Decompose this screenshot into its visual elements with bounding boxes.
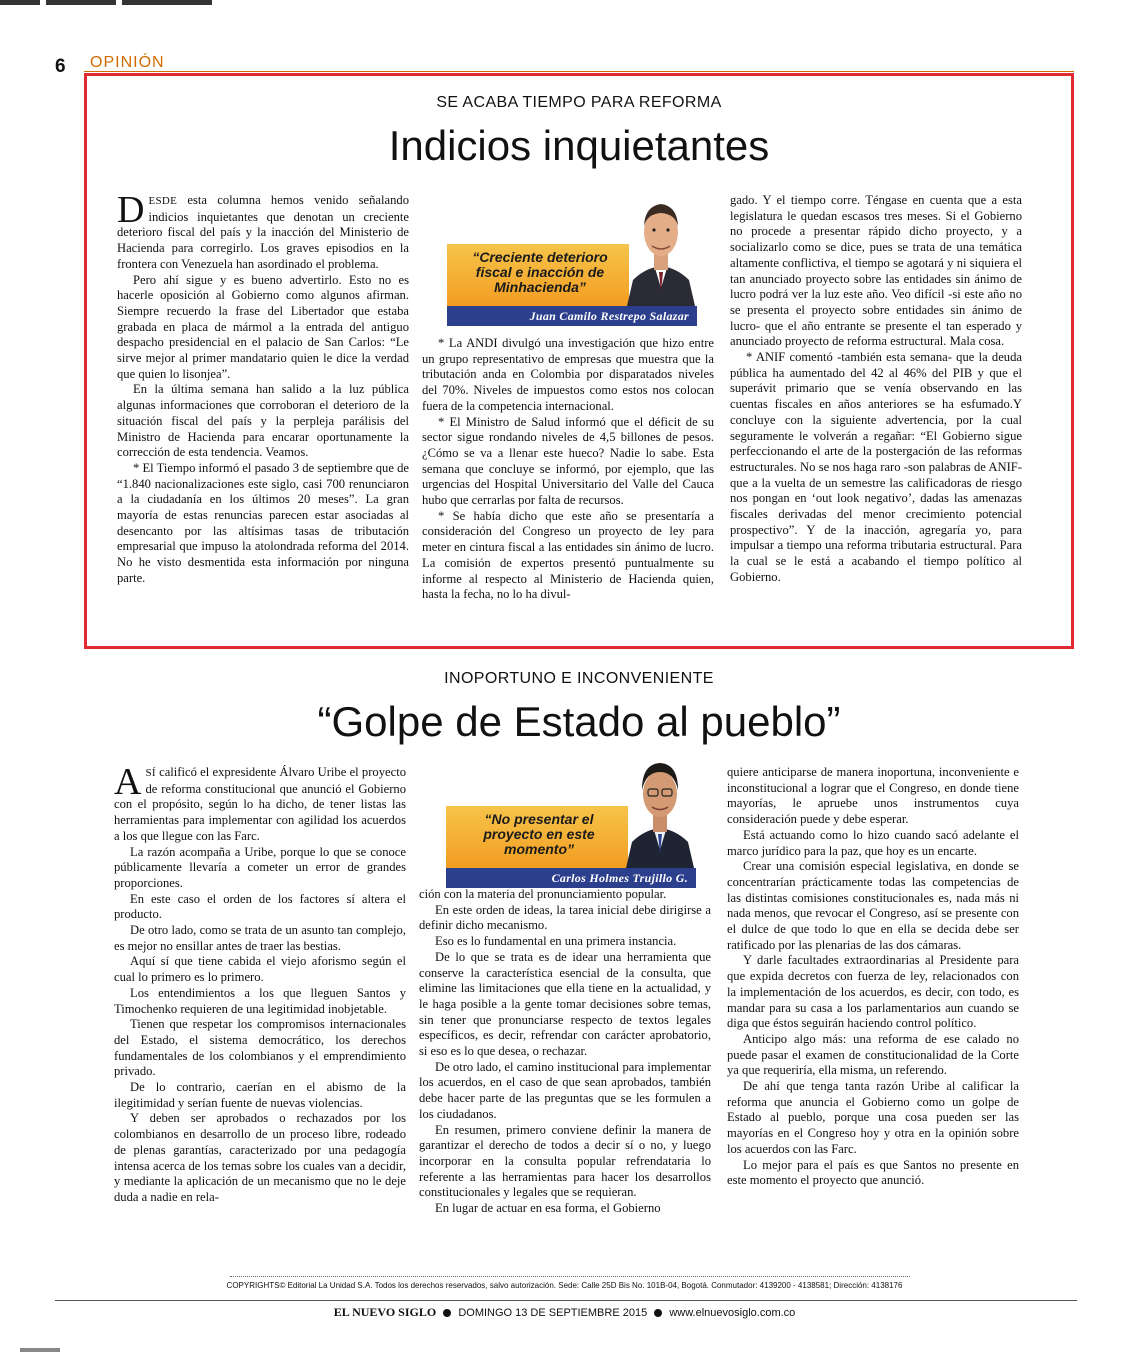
paragraph: * ANIF comentó -también esta semana- que la deuda pública ha aumentado del 42 al 46% del PIB y que el superávit primario que se venía observando en las cuentas fiscales en años anteriores se ha esfumado.Y concluye con la siguiente advertencia, por la cual seguramente le volverán a regañar: “El Gobierno sigue perfeccionando el arte de la postergación de las reformas estructurales. No se nos haga raro -son palabras de ANIF- que a la vuelta de un semestre las calificadoras de riesgo nos pongan en ‘out look negativo’, dadas las amenazas fiscales derivadas del menor crecimiento potencial prospectivo”. Y de la inacción, agregaría yo, para impulsar a tiempo una reforma tributaria estructural. Para la cual se le está a acabando el tiempo político al Gobierno. [730,350,1022,584]
kicker: INOPORTUNO E INCONVENIENTE [444,670,714,687]
masthead-remnant [0,0,300,8]
column-2 [419,887,711,1217]
issue-date: DOMINGO 13 DE SEPTIEMBRE 2015 [458,1307,648,1319]
pull-quote-text: “No presentar el proyecto en este momento” [483,811,595,857]
paragraph: * El Ministro de Salud informó que el déficit de su sector sigue rondando niveles de 4,5 billones de pesos. ¿Cómo se va a llenar este hueco? Nadie lo sabe. Esta semana que concluye se informó, por ejemplo, que las urgencias del Hospital Universitario del Valle del Cauca hubo que cerrarlas por falta de recursos. [422,414,714,508]
page-edge-remnant [20,1348,60,1352]
lead-text: calificó el expresidente Álvaro Uribe el proyecto de reforma constitucional que anunció el Gobierno con el propósito, según lo ha dicho, de tener listas las herramientas para implementar con agilidad los acuerdos a los que llegue con las Farc. [114,765,406,843]
paragraph: De ahí que tenga tanta razón Uribe al calificar la reforma que anuncia el Gobierno como un golpe de Estado al pueblo, porque una cosa pueden ser las mayorías en el Congreso hoy y otra en la opinión sobre los acuerdos con las Farc. [727,1079,1019,1156]
website-link[interactable]: www.elnuevosiglo.com.co [669,1307,796,1319]
paragraph: * El Tiempo informó el pasado 3 de septiembre que de “1.840 nacionalizaciones este siglo, casi 700 renunciaron a la ciudadanía en los últimos 20 meses”. La gran mayoría de estas renuncias parecen estar asociadas al desencanto por las altísimas tasas de tributación empresarial que impuso la atolondrada reforma del 2014. No he visto desmentida esta información por ninguna parte. [117,460,409,585]
paragraph: Pero ahí sigue y es bueno advertirlo. Esto no es hacerle oposición al Gobierno como algunos afirman. Siempre recuerdo la frase del Libertador que estaba grabada en placa de mármol a la entrada del antiguo despacho presidencial en el palacio de San Carlos: “Le sirve mejor al primer mandatario quien le dice la verdad que quien lo lisonjea”. [117,272,409,381]
paragraph: Aquí sí que tiene cabida el viejo aforismo según el cual lo primero es lo primero. [114,954,406,985]
paragraph: La razón acompaña a Uribe, porque lo que se conoce públicamente llevaría a cometer un error de grandes proporciones. [114,844,406,890]
newspaper-brand: EL NUEVO SIGLO [333,1305,437,1319]
column-1 [114,761,406,1206]
column-3 [730,193,1022,586]
footer-line [0,1305,1129,1320]
author-name: Carlos Holmes Trujillo G. [551,871,688,885]
column-2 [422,336,714,603]
paragraph: En este orden de ideas, la tarea inicial debe dirigirse a definir dicho mecanismo. [419,902,711,933]
paragraph: Y deben ser aprobados o rechazados por los colombianos en desarrollo de un proceso libre, rodeado de plenas garantías, caracterizado por una pedagogía intensa acerca de los temas sobre los cuales van a decidir, y mediante la aplicación de un mecanismo que no le deje duda a nadie en rela- [114,1111,406,1204]
paragraph: Lo mejor para el país es que Santos no presente en este momento el proyecto que anunció. [727,1157,1019,1188]
author-name: Juan Camilo Restrepo Salazar [529,309,689,323]
paragraph: De otro lado, el camino institucional para implementar los acuerdos, en el caso de que sean aprobados, también debe hacer parte de las preguntas que se les formulen a los ciudadanos. [419,1059,711,1121]
paragraph: De lo que se trata es de idear una herramienta que conserve la característica esencial de la consulta, que elimine las limitaciones que ella tiene en la actualidad, y le haga posible a la gente tomar decisiones sobre temas, sin tener que pronunciarse respecto de textos legales específicos, es decir, refrendar con carácter aprobatorio, si eso es lo que desea, o rechazar. [419,949,711,1059]
section-rule [84,71,1074,72]
lead-text: esta columna hemos venido señalando indicios inquietantes que denotan un creciente deterioro fiscal del país y la inacción del Ministerio de Hacienda para corregirlo. Los graves episodios en la frontera con Venezuela han asordinado el problema. [117,193,409,271]
footer-rule [55,1300,1077,1301]
headline: “Golpe de Estado al pueblo” [317,698,841,745]
continued-paragraph: quiere anticiparse de manera inoportuna, inconveniente e inconstitucional a lograr que el Congreso, en donde tiene mayorías, le apruebe unos instrumentos cuya consideración puede y debe esperar. [727,765,1019,827]
headline: Indicios inquietantes [388,122,770,169]
paragraph: De otro lado, como se trata de un asunto tan complejo, es mejor no ensillar antes de traer las bestias. [114,923,406,953]
author-name-bar [447,306,697,326]
paragraph: Y darle facultades extraordinarias al Presidente para que expida decretos con fuerza de ley, relacionados con la implementación de los acuerdos, es decir, con todo, es mandar para su casa a los parlamentarios aun cuando se diga que éstos seguirán haciendo control político. [727,953,1019,1031]
author-portrait [624,750,696,868]
continued-paragraph: gado. Y el tiempo corre. Téngase en cuenta que a esta legislatura le quedan escasos tres meses. Si el Gobierno no procede a presentar rápido dicho proyecto, y a socializarlo como se dice, pues se trata de una temática altamente conflictiva, el tiempo se agotará y ni siquiera el tan anunciado proyecto sobre las entidades sin ánimo de lucro podrá ver la luz este año. Veo difícil -si este año no se presenta el proyecto sobre entidades sin ánimo de lucro- que el año entrante se presente el tan esperado y anunciado proyecto de reforma estructural. Mala cosa. [730,193,1022,349]
continued-paragraph: ción con la materia del pronunciamiento popular. [419,887,667,901]
paragraph: * Se había dicho que este año se presentaría a consideración del Congreso un proyecto de ley para meter en cintura fiscal a las entidades sin ánimo de lucro. La comisión de expertos presentó puntualmente su informe al respecto al Ministerio de Hacienda quien, hasta la fecha, no lo ha divul- [422,508,714,602]
pull-quote-panel [446,806,628,868]
paragraph: Crear una comisión especial legislativa, en donde se concentrarían prácticamente todas las competencias de las distintas comisiones constitucionales es, nada más ni nada menos, que revocar el Congreso, así se presente con el dulce de que todo lo que en ella se decida debe ser ratificado por las plenarias de las dos cámaras. [727,859,1019,952]
paragraph: Tienen que respetar los compromisos internacionales del Estado, el sistema democrático, los derechos fundamentales de los colombianos y el emprendimiento privado. [114,1017,406,1079]
author-name-bar [446,868,696,888]
paragraph: En lugar de actuar en esa forma, el Gobierno [435,1201,661,1216]
page-number: 6 [55,56,66,77]
pull-quote-panel [447,244,629,306]
drop-cap: A [114,761,142,803]
copyright-notice: COPYRIGHTS© Editorial La Unidad S.A. Todos los derechos reservados, salvo autorización. Sede: Calle 25D Bis No. 101B-04, Bogotá. Conmutador: 4139200 - 4138581; Dirección: 4138176 [226,1281,903,1290]
lead-paragraph [114,761,406,845]
footer-dotted-rule [230,1276,910,1277]
lead-caps: ESDE [148,195,178,207]
paragraph: En la última semana han salido a la luz pública algunas informaciones que corroboran el deterioro de la situación fiscal del país y la perpleja parálisis del Ministro de Hacienda para encarar oportunamente la corrección de esta tendencia. Veamos. [117,382,409,460]
paragraph: En resumen, primero conviene definir la manera de garantizar el derecho de todos a decir sí o no, y luego incorporar en la consulta popular refrendataria lo referente a las herramientas para hacer los desarrollos constitucionales y legales que se requieran. [419,1122,711,1200]
bullet-icon [443,1309,451,1317]
editorial-indicios-inquietantes [84,73,1074,649]
bullet-icon [654,1309,662,1317]
pull-quote-text: “Creciente deterioro fiscal e inacción de Minhacienda” [472,249,608,295]
paragraph: Está actuando como lo hizo cuando sacó adelante el marco jurídico para la paz, que hoy es un encarte. [727,827,1019,858]
lead-paragraph [117,189,409,273]
drop-cap: D [117,189,145,231]
author-portrait [625,188,697,306]
lead-caps: SÍ [145,767,156,779]
paragraph: Eso es lo fundamental en una primera instancia. [435,934,677,949]
paragraph: Los entendimientos a los que lleguen Santos y Timochenko requieren de una legitimidad inobjetable. [114,985,406,1016]
paragraph: Anticipo algo más: una reforma de ese calado no puede pasar el examen de constitucionalidad de la Corte ya que requeriría, ella misma, un referendo. [727,1031,1019,1078]
editorial-golpe-de-estado [84,664,1074,1262]
paragraph: De lo contrario, caerían en el abismo de la ilegitimidad y serían fuente de nuevas violencias. [114,1080,406,1110]
kicker: SE ACABA TIEMPO PARA REFORMA [436,94,722,111]
section-name: OPINIÓN [90,54,165,71]
pull-quote-box [447,194,697,326]
pull-quote-box [446,756,696,888]
paragraph: En este caso el orden de los factores sí altera el producto. [114,891,406,922]
column-1 [117,189,409,587]
column-3 [727,765,1019,1189]
paragraph: * La ANDI divulgó una investigación que hizo entre un grupo representativo de empresas que muestra que la tributación anda en Colombia por disparatados niveles del 70%. Niveles de impuestos como estos nos colocan fuera de la competencia internacional. [422,336,714,413]
